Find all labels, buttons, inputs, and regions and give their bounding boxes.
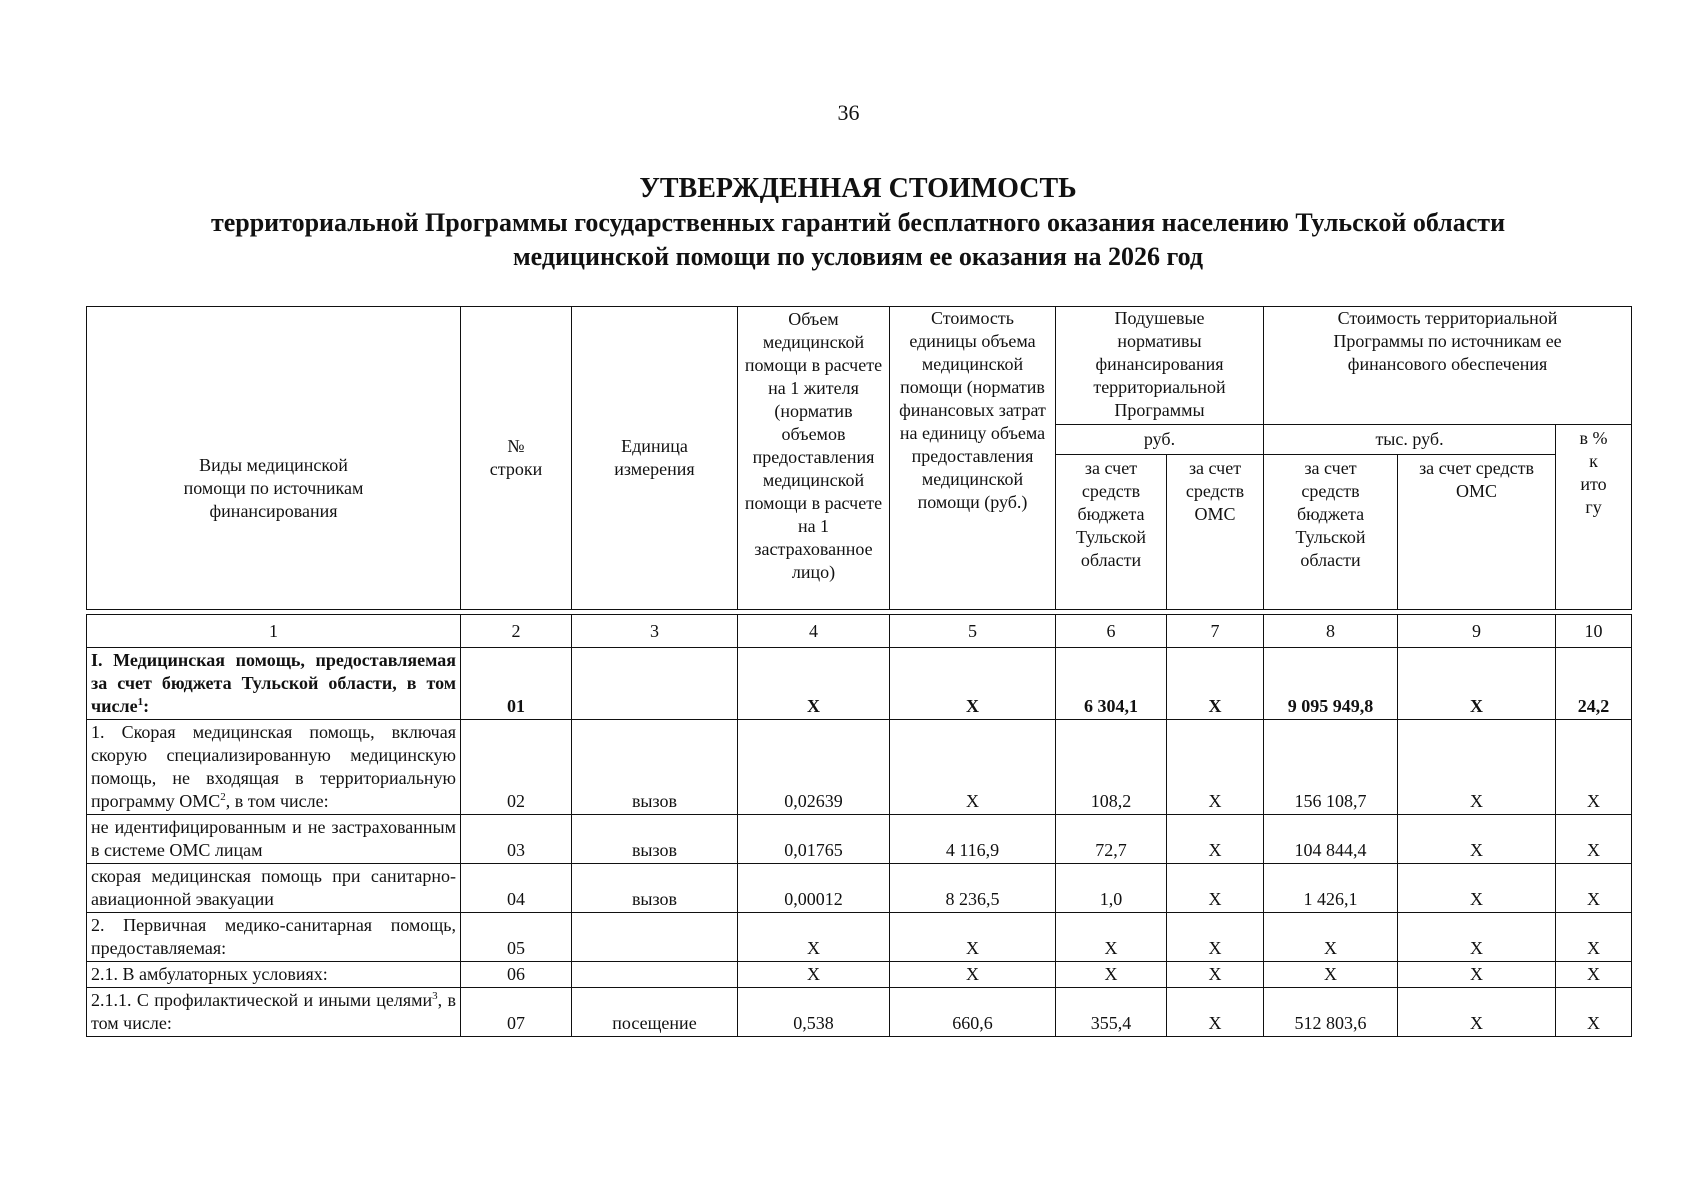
per-capita-budget-cell: 355,4: [1056, 988, 1167, 1037]
header-row-number: № строки: [461, 307, 572, 610]
table-row: [87, 648, 1632, 720]
per-capita-oms-cell: Х: [1167, 864, 1264, 913]
header-unit: Единица измерения: [572, 307, 738, 610]
per-capita-oms-cell: Х: [1167, 988, 1264, 1037]
title-line-3: медицинской помощи по условиям ее оказания на 2026 год: [512, 242, 1204, 271]
per-capita-budget-cell: 6 304,1: [1056, 648, 1167, 720]
unit-cost-cell: Х: [890, 720, 1056, 815]
footnote-marker: 1: [137, 696, 144, 708]
header-unit-cost: Стоимость единицы объема медицинской помощи (норматив финансовых затрат на единицу объема предоставления медицинской помощи (руб.): [890, 307, 1056, 610]
cost-budget-cell: Х: [1264, 962, 1398, 988]
volume-cell: 0,538: [738, 988, 890, 1037]
unit-cell: [572, 648, 738, 720]
cost-oms-cell: Х: [1398, 720, 1556, 815]
volume-cell: 0,02639: [738, 720, 890, 815]
percent-cell: Х: [1556, 815, 1632, 864]
row-number-cell: 07: [461, 988, 572, 1037]
header-pc-oms: за счет средств ОМС: [1167, 455, 1264, 610]
page-number: 36: [837, 100, 860, 125]
row-label: 2.1.1. С профилактической и иными целями: [91, 990, 433, 1010]
header-types: Виды медицинской помощи по источникам финансирования: [87, 307, 461, 610]
row-label: 2. Первичная медико-санитарная помощь, предоставляемая:: [91, 915, 456, 958]
header-per-capita-group: Подушевые нормативы финансирования территориальной Программы: [1056, 307, 1264, 425]
volume-cell: Х: [738, 913, 890, 962]
table-row: [87, 913, 1632, 962]
column-numbers-row: [87, 615, 1632, 648]
table-row: [87, 864, 1632, 913]
table-row: [87, 815, 1632, 864]
column-number: 8: [1264, 615, 1398, 648]
row-number-cell: 01: [461, 648, 572, 720]
table-header: [87, 307, 1632, 615]
cost-budget-cell: 9 095 949,8: [1264, 648, 1398, 720]
cost-budget-cell: 1 426,1: [1264, 864, 1398, 913]
per-capita-oms-cell: Х: [1167, 720, 1264, 815]
cost-oms-cell: Х: [1398, 815, 1556, 864]
per-capita-budget-cell: Х: [1056, 962, 1167, 988]
cost-oms-cell: Х: [1398, 913, 1556, 962]
cost-table: [86, 306, 1632, 1037]
header-unit-rub: руб.: [1056, 425, 1264, 455]
header-volume: Объем медицинской помощи в расчете на 1 жителя (норматив объемов предоставления медицинской помощи в расчете на 1 застрахованное лицо): [738, 307, 890, 610]
column-number: 2: [461, 615, 572, 648]
column-number: 6: [1056, 615, 1167, 648]
column-number: 10: [1556, 615, 1632, 648]
table-row: [87, 720, 1632, 815]
unit-cell: вызов: [572, 720, 738, 815]
per-capita-budget-cell: Х: [1056, 913, 1167, 962]
row-number-cell: 06: [461, 962, 572, 988]
row-label-cell: [87, 864, 461, 913]
row-label-cell: [87, 720, 461, 815]
percent-cell: Х: [1556, 913, 1632, 962]
cost-oms-cell: Х: [1398, 962, 1556, 988]
per-capita-oms-cell: Х: [1167, 962, 1264, 988]
row-label: I. Медицинская помощь, предоставляемая за счет бюджета Тульской области, в том числе: [91, 650, 456, 716]
cost-budget-cell: 156 108,7: [1264, 720, 1398, 815]
row-label-cell: [87, 815, 461, 864]
percent-cell: Х: [1556, 988, 1632, 1037]
volume-cell: 0,01765: [738, 815, 890, 864]
header-cost-budget: за счет средств бюджета Тульской области: [1264, 455, 1398, 610]
unit-cost-cell: 4 116,9: [890, 815, 1056, 864]
row-number-cell: 02: [461, 720, 572, 815]
row-label-suffix: :: [143, 696, 150, 716]
row-label-cell: [87, 913, 461, 962]
header-pc-budget: за счет средств бюджета Тульской области: [1056, 455, 1167, 610]
footnote-marker: 2: [220, 791, 226, 803]
cost-budget-cell: 104 844,4: [1264, 815, 1398, 864]
percent-cell: 24,2: [1556, 648, 1632, 720]
unit-cost-cell: Х: [890, 648, 1056, 720]
unit-cell: [572, 913, 738, 962]
column-number: 7: [1167, 615, 1264, 648]
cost-budget-cell: 512 803,6: [1264, 988, 1398, 1037]
unit-cost-cell: 660,6: [890, 988, 1056, 1037]
row-label-suffix: , в том числе:: [91, 990, 457, 1033]
percent-cell: Х: [1556, 720, 1632, 815]
row-label: 2.1. В амбулаторных условиях:: [91, 964, 328, 984]
cost-budget-cell: Х: [1264, 913, 1398, 962]
title-line-1: УТВЕРЖДЕННАЯ СТОИМОСТЬ: [639, 173, 1077, 204]
per-capita-budget-cell: 72,7: [1056, 815, 1167, 864]
unit-cell: посещение: [572, 988, 738, 1037]
header-unit-thousand-rub: тыс. руб.: [1264, 425, 1556, 455]
unit-cell: [572, 962, 738, 988]
column-number: 9: [1398, 615, 1556, 648]
row-label: скорая медицинская помощь при санитарно-авиационной эвакуации: [91, 866, 456, 909]
per-capita-oms-cell: Х: [1167, 815, 1264, 864]
column-number: 5: [890, 615, 1056, 648]
header-cost-group: Стоимость территориальной Программы по источникам ее финансового обеспечения: [1264, 307, 1632, 425]
title-line-2: территориальной Программы государственных гарантий бесплатного оказания населению Тульской области: [210, 208, 1506, 237]
per-capita-budget-cell: 108,2: [1056, 720, 1167, 815]
header-percent: в % к итогу: [1556, 425, 1632, 610]
cost-oms-cell: Х: [1398, 988, 1556, 1037]
percent-cell: Х: [1556, 962, 1632, 988]
volume-cell: Х: [738, 648, 890, 720]
row-label-cell: [87, 648, 461, 720]
row-number-cell: 03: [461, 815, 572, 864]
header-cost-oms: за счет средств ОМС: [1398, 455, 1556, 610]
unit-cost-cell: 8 236,5: [890, 864, 1056, 913]
document-title: [86, 172, 1630, 274]
row-label-cell: [87, 962, 461, 988]
cost-oms-cell: Х: [1398, 864, 1556, 913]
volume-cell: Х: [738, 962, 890, 988]
footnote-marker: 3: [432, 990, 438, 1002]
unit-cost-cell: Х: [890, 913, 1056, 962]
table-row: [87, 962, 1632, 988]
unit-cell: вызов: [572, 864, 738, 913]
percent-cell: Х: [1556, 864, 1632, 913]
row-label: не идентифицированным и не застрахованным в системе ОМС лицам: [91, 817, 456, 860]
row-label-cell: [87, 988, 461, 1037]
unit-cost-cell: Х: [890, 962, 1056, 988]
row-number-cell: 05: [461, 913, 572, 962]
table-row: [87, 988, 1632, 1037]
row-label-suffix: , в том числе:: [225, 791, 329, 811]
row-label: 1. Скорая медицинская помощь, включая скорую специализированную медицинскую помощь, не входящая в территориальную программу ОМС: [91, 722, 456, 811]
volume-cell: 0,00012: [738, 864, 890, 913]
column-number: 3: [572, 615, 738, 648]
row-number-cell: 04: [461, 864, 572, 913]
column-number: 1: [87, 615, 461, 648]
per-capita-oms-cell: Х: [1167, 648, 1264, 720]
cost-oms-cell: Х: [1398, 648, 1556, 720]
column-number: 4: [738, 615, 890, 648]
unit-cell: вызов: [572, 815, 738, 864]
per-capita-oms-cell: Х: [1167, 913, 1264, 962]
per-capita-budget-cell: 1,0: [1056, 864, 1167, 913]
